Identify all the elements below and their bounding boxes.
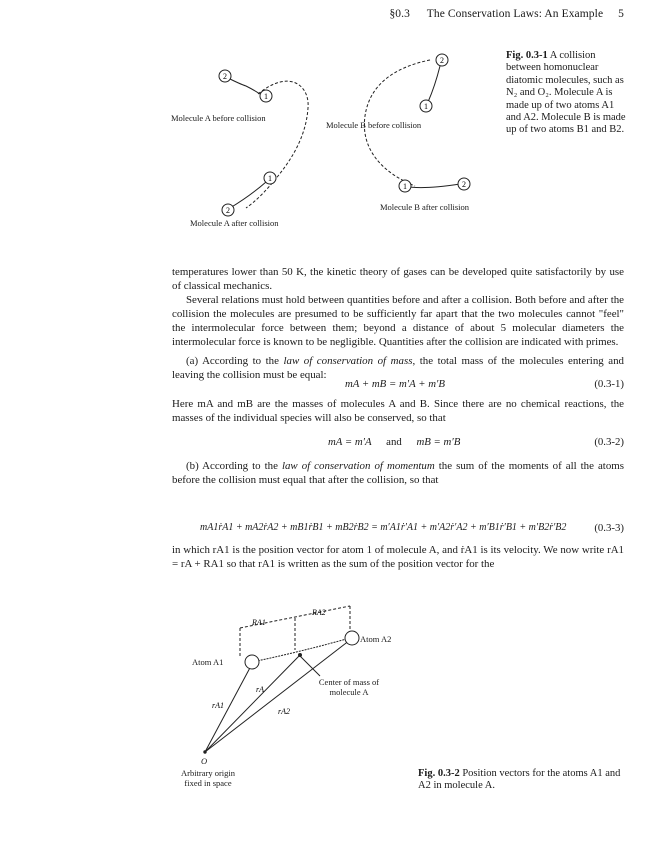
position-vector-diagram	[160, 600, 420, 780]
body-text	[172, 266, 624, 383]
label-molecule-b-after: Molecule B after collision	[380, 202, 469, 212]
figure-1-caption-text: A collision between homonuclear diatomic molecules, such as N₂ and O₂. Molecule A is made up of two atoms A1 and A2. Molecule B is made up of two atoms B1 and B2.	[506, 50, 626, 136]
atom-num: 2	[226, 206, 230, 215]
label-origin-description: Arbitrary origin fixed in space	[180, 768, 236, 788]
atom-num: 2	[462, 180, 466, 189]
running-header	[389, 8, 624, 20]
origin-dot	[204, 751, 206, 753]
text-run: According to the	[202, 355, 284, 368]
atom-num: 1	[424, 102, 428, 111]
law-name: law of conservation of momentum	[281, 460, 435, 472]
paragraph: Several relations must hold between quantities before and after a collision. Both before and after the collision the molecules are presumed to be sufficiently far apart that the two molecules cannot "feel" the intermolecular force between them; beyond a distance of about 5 molecular diameters the intermolecular force is known to be negligible. Quantities after the collision are indicated with primes.	[172, 293, 624, 348]
paragraph: temperatures lower than 50 K, the kinetic theory of gases can be developed quite satisfactorily by use of classical mechanics.	[172, 266, 624, 292]
label-r-a2: rA2	[278, 707, 290, 716]
eq-part: and	[386, 436, 402, 448]
atom-num: 1	[268, 174, 272, 183]
equation-number: (0.3-1)	[594, 378, 624, 390]
equation-number: (0.3-3)	[594, 522, 624, 534]
center-of-mass-dot	[299, 654, 302, 657]
running-title: The Conservation Laws: An Example	[426, 8, 604, 20]
label-center-of-mass: Center of mass of molecule A	[318, 677, 380, 697]
label-r-a: rA	[256, 685, 264, 694]
equation-number: (0.3-2)	[594, 436, 624, 448]
atom-num: 1	[403, 182, 407, 191]
atom-num: 1	[264, 92, 268, 101]
section-number: §0.3	[389, 8, 410, 20]
label-R-a2: RA2	[312, 608, 326, 617]
list-marker: (a)	[186, 355, 199, 368]
text-run: , the total mass of the molecules entering and leaving the collision must be equal:	[172, 355, 624, 382]
atom-a1	[245, 655, 259, 669]
text-run: the sum of the moments of all the atoms before the collision must equal that after the collision, so that	[172, 460, 624, 486]
molecule-a-bond	[252, 638, 350, 662]
paragraph-which: in which rA1 is the position vector for atom 1 of molecule A, and ṙA1 is its velocity. We now write rA1 = rA + RA1 so that rA1 is written as the sum of the position vector for the	[172, 544, 624, 570]
paragraph-here: Here mA and mB are the masses of molecules A and B. Since there are no chemical reactions, the masses of the individual species will also be conserved, so that	[172, 398, 624, 424]
equation-0-3-1: mA + mB = m′A + m′B	[345, 378, 445, 390]
equation-0-3-2	[328, 436, 460, 448]
figure-1-caption	[506, 50, 626, 137]
figure-1-caption-label: Fig. 0.3-1	[506, 50, 548, 61]
equation-0-3-3: mA1ṙA1 + mA2ṙA2 + mB1ṙB1 + mB2ṙB2 = m′A1ṙ′A1 + m′A2ṙ′A2 + m′B1ṙ′B1 + m′B2ṙ′B2	[200, 522, 567, 533]
label-molecule-a-before: Molecule A before collision	[171, 113, 266, 123]
atom-num: 2	[223, 72, 227, 81]
label-origin: O	[201, 756, 208, 766]
label-R-a1: RA1	[252, 618, 266, 627]
label-molecule-a-after: Molecule A after collision	[190, 218, 279, 228]
law-name: law of conservation of mass	[283, 355, 413, 368]
eq-part: mA = m′A	[328, 436, 372, 448]
molecule-b-after-bond	[405, 184, 460, 188]
figure-2-caption	[418, 768, 628, 793]
label-atom-a2: Atom A2	[360, 634, 392, 644]
figure-2-caption-text: Position vectors for the atoms A1 and A2 in molecule A.	[418, 768, 621, 792]
list-marker: (b)	[186, 460, 199, 472]
text-run: According to the	[202, 460, 282, 472]
molecule-a-trajectory	[246, 81, 308, 208]
label-atom-a1: Atom A1	[192, 657, 224, 667]
page-number: 5	[618, 8, 624, 20]
atom-num: 2	[440, 56, 444, 65]
eq-part: mB = m′B	[416, 436, 461, 448]
paragraph-b	[172, 460, 624, 488]
molecule-a-before-bond	[228, 78, 260, 94]
figure-2-caption-label: Fig. 0.3-2	[418, 768, 460, 779]
label-molecule-b-before: Molecule B before collision	[326, 120, 422, 130]
atom-a2	[345, 631, 359, 645]
molecule-b-before-bond	[428, 66, 440, 102]
label-r-a1: rA1	[212, 701, 224, 710]
